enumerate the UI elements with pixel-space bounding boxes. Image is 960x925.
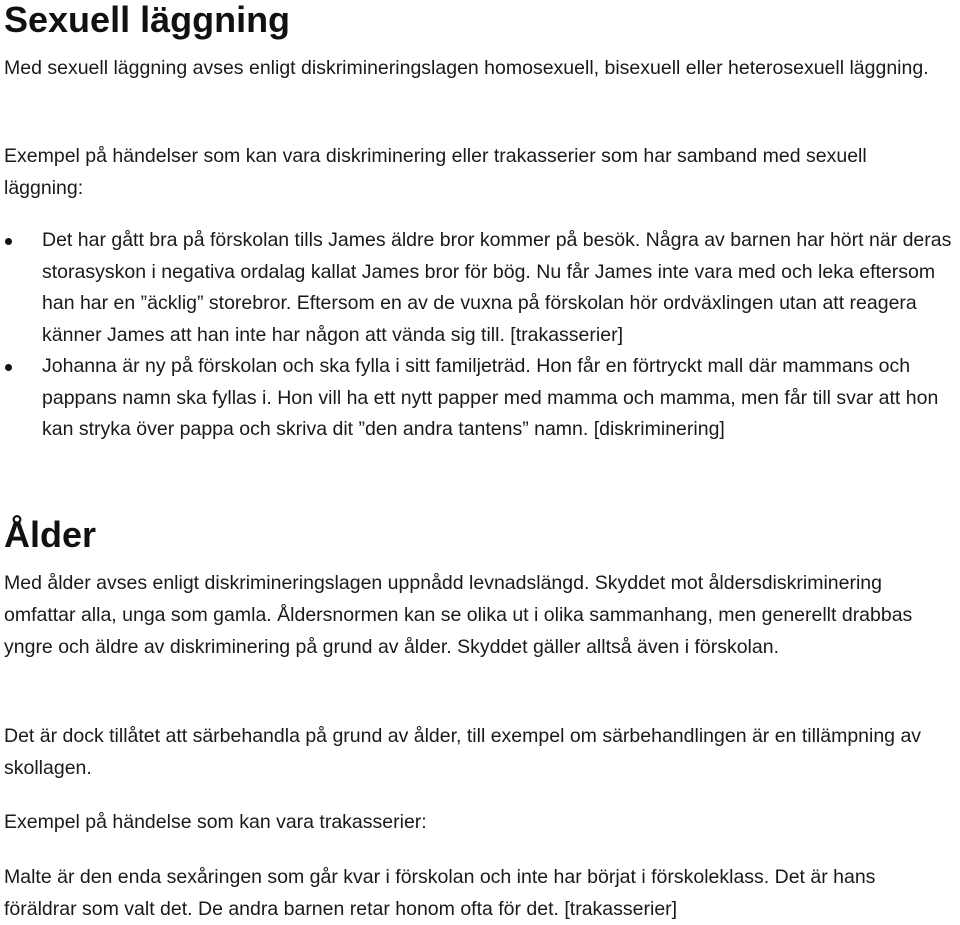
- list-item-text: Det har gått bra på förskolan tills James äldre bror kommer på besök. Några av barnen har hört när deras storasyskon i negativa ordalag kallat James bror för bög. Nu får James inte vara med och leka eftersom han har en ”äcklig” storebror. Eftersom en av de vuxna på förskolan hör ordväxlingen utan att reagera känner James att han inte har någon att vända sig till. [trakasserier]: [42, 229, 952, 346]
- intro-paragraph: Med sexuell läggning avses enligt diskrimineringslagen homosexuell, bisexuell eller heterosexuell läggning.: [4, 57, 929, 79]
- heading-sexuell-laggning: Sexuell läggning: [4, 0, 291, 40]
- list-item: [0, 351, 960, 446]
- examples-list-sexuell: [0, 225, 960, 446]
- examples-label-alder: Exempel på händelse som kan vara trakasserier:: [4, 811, 427, 833]
- list-item: [0, 225, 960, 351]
- heading-alder: Ålder: [4, 514, 97, 555]
- examples-label-sexuell: Exempel på händelser som kan vara diskriminering eller trakasserier som har samband med sexuell läggning:: [4, 145, 867, 199]
- alder-paragraph-2: Det är dock tillåtet att särbehandla på grund av ålder, till exempel om särbehandlingen är en tillämpning av skollagen.: [4, 725, 922, 779]
- alder-paragraph-3: Malte är den enda sexåringen som går kvar i förskolan och inte har börjat i förskoleklass. Det är hans föräldrar som valt det. De andra barnen retar honom ofta för det. [trakasserier]: [4, 866, 876, 920]
- list-item-text: Johanna är ny på förskolan och ska fylla i sitt familjeträd. Hon får en förtryckt mall där mammans och pappans namn ska fyllas i. Hon vill ha ett nytt papper med mamma och mamma, men får till svar att hon kan stryka över pappa och skriva dit ”den andra tantens” namn. [diskriminering]: [42, 355, 939, 440]
- alder-paragraph-1: Med ålder avses enligt diskrimineringslagen uppnådd levnadslängd. Skyddet mot åldersdiskriminering omfattar alla, unga som gamla. Åldersnormen kan se olika ut i olika sammanhang, men generellt drabbas yngre och äldre av diskriminering på grund av ålder. Skyddet gäller alltså även i förskolan.: [4, 572, 913, 658]
- bullet-icon: [5, 364, 12, 371]
- bullet-icon: [5, 238, 12, 245]
